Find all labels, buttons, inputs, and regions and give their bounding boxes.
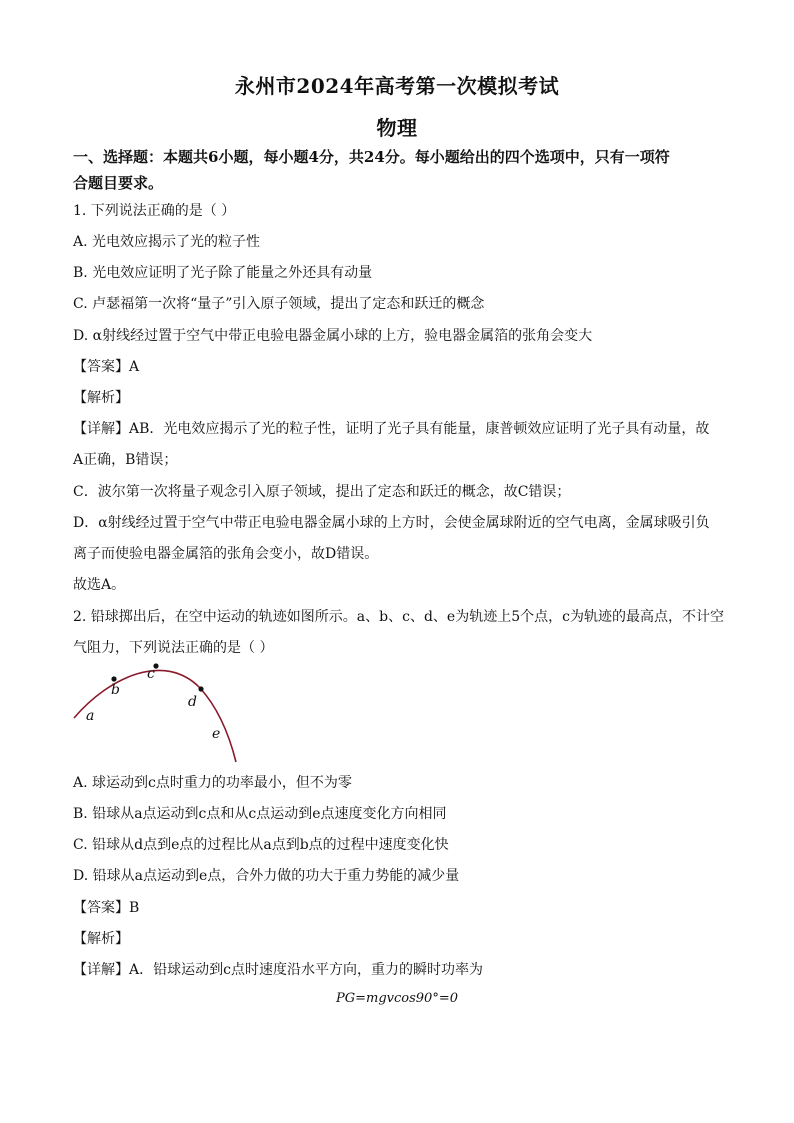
q2-option-a: A. 球运动到c点时重力的功率最小，但不为零 [73, 775, 352, 791]
q1-option-b: B. 光电效应证明了光子除了能量之外还具有动量 [73, 265, 373, 281]
subject-title: 物理 [376, 116, 418, 140]
q2-stem-line2: 气阻力，下列说法正确的是（ ） [73, 640, 274, 656]
q1-detail-4: D．α射线经过置于空气中带正电验电器金属小球的上方时，会使金属球附近的空气电离，金属球吸引负 [73, 515, 710, 531]
label-c: c [147, 666, 155, 682]
trajectory-curve [74, 670, 236, 762]
q2-detail-1: 【详解】A．铅球运动到c点时速度沿水平方向，重力的瞬时功率为 [73, 962, 483, 978]
q2-option-d: D. 铅球从a点运动到e点，合外力做的功大于重力势能的减少量 [73, 868, 460, 884]
q1-answer: 【答案】A [73, 359, 140, 375]
q1-detail-6: 故选A。 [73, 577, 126, 593]
q1-detail-1: 【详解】AB．光电效应揭示了光的粒子性，证明了光子具有能量，康普顿效应证明了光子具有动量，故 [73, 421, 710, 437]
q2-option-c: C. 铅球从d点到e点的过程比从a点到b点的过程中速度变化快 [73, 837, 449, 853]
q2-stem-line1: 2. 铅球掷出后，在空中运动的轨迹如图所示。a、b、c、d、e为轨迹上5个点，c为轨迹的最高点，不计空 [73, 609, 724, 625]
label-d: d [188, 694, 197, 710]
q2-analysis-label: 【解析】 [73, 931, 129, 947]
q1-detail-5: 离子而使验电器金属箔的张角会变小，故D错误。 [73, 546, 379, 562]
q1-analysis-label: 【解析】 [73, 390, 129, 406]
q1-option-a: A. 光电效应揭示了光的粒子性 [73, 234, 261, 250]
label-e: e [212, 726, 221, 742]
q1-stem: 1. 下列说法正确的是（ ） [73, 203, 236, 219]
label-a: a [86, 708, 95, 724]
q2-option-b: B. 铅球从a点运动到c点和从c点运动到e点速度变化方向相同 [73, 806, 447, 822]
power-formula: PG=mgvcos90°=0 [335, 991, 458, 1006]
exam-title: 永州市2024年高考第一次模拟考试 [234, 74, 560, 98]
point-b [111, 676, 116, 681]
section-heading-line2: 合题目要求。 [73, 174, 164, 192]
q1-detail-2: A正确，B错误； [73, 452, 178, 468]
label-b: b [111, 682, 120, 698]
q1-option-c: C. 卢瑟福第一次将“量子”引入原子领域，提出了定态和跃迁的概念 [73, 296, 485, 312]
q2-answer: 【答案】B [73, 900, 140, 916]
section-heading-line1: 一、选择题：本题共6小题，每小题4分，共24分。每小题给出的四个选项中，只有一项符 [73, 148, 670, 166]
q1-detail-3: C．波尔第一次将量子观念引入原子领域，提出了定态和跃迁的概念，故C错误； [73, 484, 571, 500]
point-d [198, 686, 203, 691]
q1-option-d: D. α射线经过置于空气中带正电验电器金属小球的上方，验电器金属箔的张角会变大 [73, 328, 593, 344]
trajectory-diagram [70, 658, 250, 768]
